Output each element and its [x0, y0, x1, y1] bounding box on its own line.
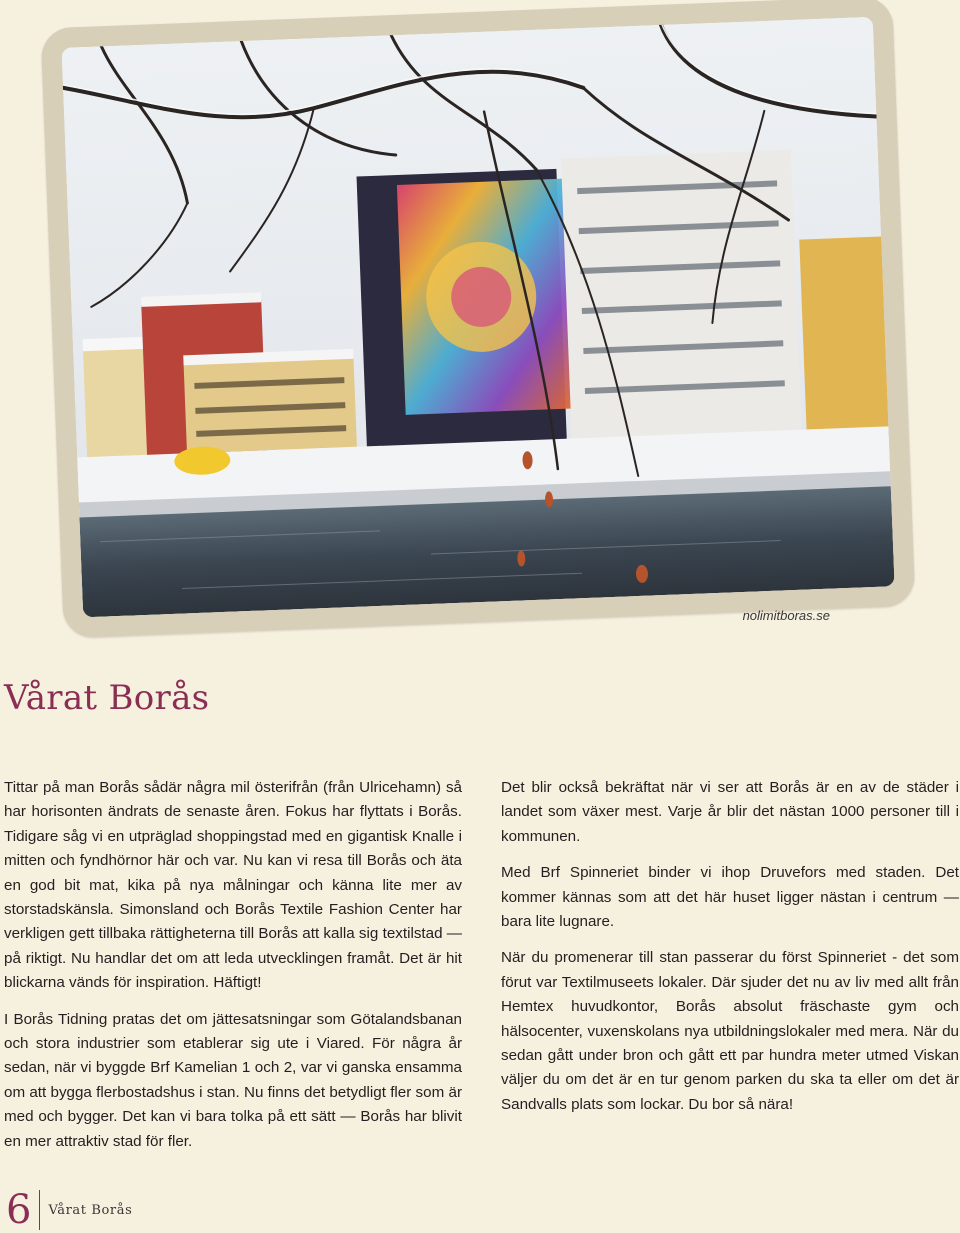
left-column	[4, 776, 462, 1166]
city-photo	[61, 17, 894, 618]
right-column	[501, 776, 959, 1129]
paragraph: När du promenerar till stan passerar du först Spinneriet - det som förut var Textilmuseets lokaler. Där sjuder det nu av liv med allt från Hemtex huvudkontor, Borås absolut fräschaste gym och hälsocenter, vuxenskolans nya utbildningslokaler med mera. När du sedan gått under bron och gått ett par hundra meter utmed Viskan väljer du om det är en tur genom parken du ska ta eller om det är Sandvalls plats som lockar. Du bor så nära!	[501, 949, 959, 1113]
page-footer	[6, 1188, 132, 1232]
photo-credit: nolimitboras.se	[742, 608, 830, 623]
paragraph: Tittar på man Borås sådär några mil österifrån (från Ulricehamn) så har horisonten ändrats de senaste åren. Fokus har flyttats i Borås. Tidigare såg vi en utpräglad shoppingstad med en gigantisk Knalle i mitten och fyndhörnor här och var. Nu kan vi resa till Borås och äta en god bit mat, kika på nya målningar och känna lite mer av storstadskänsla. Simonsland och Borås Textile Fashion Center har verkligen gett tillbaka rättigheterna till Borås att kalla sig textilstad — på riktigt. Nu handlar det om att leda utvecklingen framåt. Det är hit blickarna vänds för inspiration. Häftigt!	[4, 779, 462, 992]
paragraph: Med Brf Spinneriet binder vi ihop Druvefors med staden. Det kommer kännas som att det här huset ligger nästan i centrum — bara lite lugnare.	[501, 864, 959, 931]
footer-section-label: Vårat Borås	[48, 1202, 133, 1218]
footer-divider	[39, 1190, 40, 1230]
winter-river-photo	[61, 17, 894, 618]
paragraph: I Borås Tidning pratas det om jättesatsningar som Götalandsbanan och stora industrier som etablerar sig ute i Viared. För några år sedan, när vi byggde Brf Kamelian 1 och 2, var vi ganska ensamma om att bygga flerbostadshus i stan. Nu finns det betydligt fler som är med och bygger. Det kan vi bara tolka på ett sätt — Borås har blivit en mer attraktiv stad för fler.	[4, 1010, 462, 1150]
article-title: Vårat Borås	[4, 678, 210, 718]
photo-frame	[41, 0, 916, 638]
page-number: 6	[6, 1187, 32, 1233]
paragraph: Det blir också bekräftat när vi ser att Borås är en av de städer i landet som växer mest. Varje år blir det nästan 1000 personer till i kommunen.	[501, 779, 959, 845]
